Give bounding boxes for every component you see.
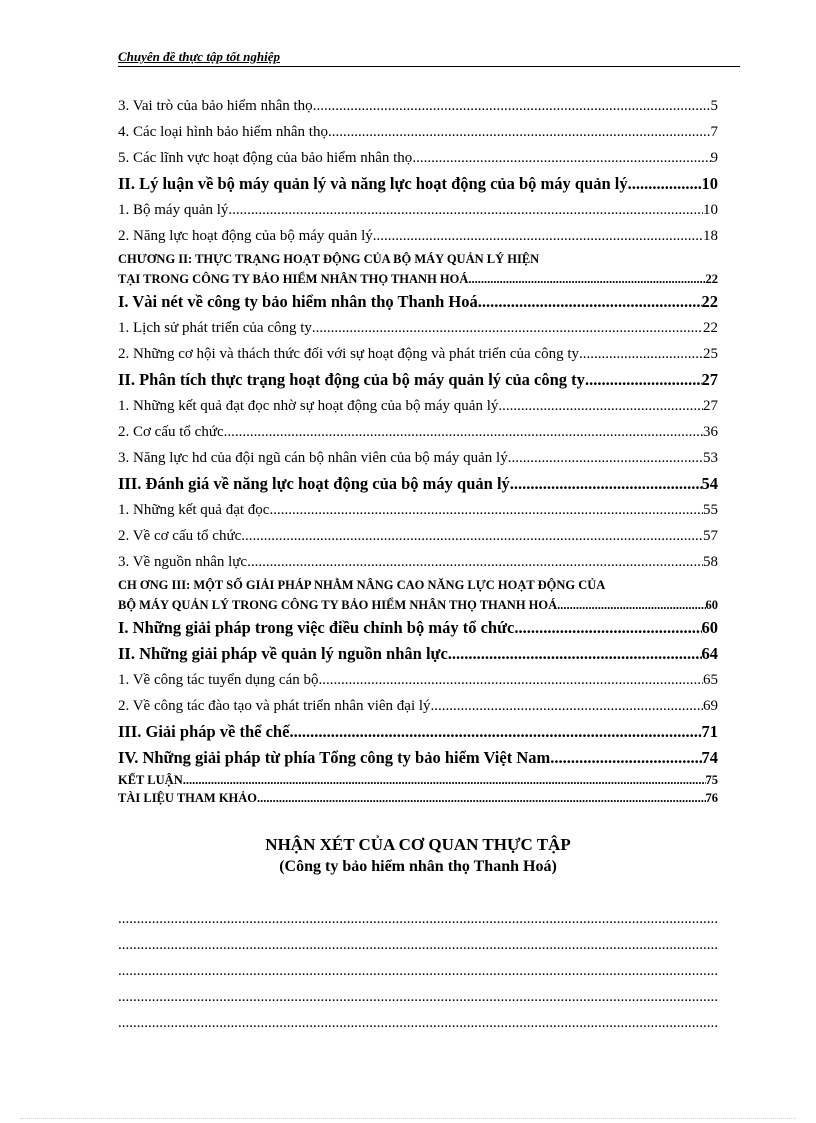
toc-dot-leader: [468, 269, 705, 289]
toc-entry-title: 1. Những kết quả đạt đọc: [118, 502, 270, 518]
toc-entry-title: III. Giải pháp về thể chế: [118, 722, 290, 741]
toc-page-number: 69: [703, 698, 718, 714]
toc-page-number: 60: [701, 618, 718, 637]
toc-dot-leader: [328, 119, 711, 145]
toc-entry[interactable]: [118, 497, 718, 523]
table-of-contents: [118, 93, 718, 807]
page-header: [118, 48, 740, 67]
toc-dot-leader: [585, 367, 702, 393]
toc-dot-leader: [514, 615, 701, 641]
toc-entry[interactable]: [118, 445, 718, 471]
toc-entry-title: II. Phân tích thực trạng hoạt động của bộ máy quản lý của công ty: [118, 370, 585, 389]
toc-dot-leader: [478, 289, 702, 315]
toc-page-number: 25: [703, 346, 718, 362]
toc-entry[interactable]: [118, 223, 718, 249]
header-title: Chuyên đề thực tập tốt nghiệp: [118, 49, 280, 64]
toc-entry[interactable]: [118, 171, 718, 197]
toc-page-number: 10: [703, 202, 718, 218]
toc-page-number: 27: [703, 398, 718, 414]
toc-entry-title: 2. Những cơ hội và thách thức đối với sự hoạt động và phát triển của công ty: [118, 346, 579, 362]
toc-entry[interactable]: [118, 523, 718, 549]
toc-entry-title: 2. Về công tác đào tạo và phát triển nhân viên đại lý: [118, 698, 431, 714]
toc-entry[interactable]: [118, 789, 718, 807]
toc-entry-title: 1. Những kết quả đạt đọc nhờ sự hoạt động của bộ máy quản lý: [118, 398, 499, 414]
toc-page-number: 22: [705, 272, 718, 286]
comment-line: [118, 906, 718, 932]
toc-entry-title: 4. Các loại hình bảo hiểm nhân thọ: [118, 124, 328, 140]
comment-line: [118, 958, 718, 984]
toc-page-number: 58: [703, 554, 718, 570]
page-bottom-rule: [20, 1118, 796, 1119]
toc-page-number: 22: [701, 292, 718, 311]
toc-entry[interactable]: [118, 93, 718, 119]
toc-entry-title: 3. Năng lực hd của đội ngũ cán bộ nhân viên của bộ máy quản lý: [118, 450, 508, 466]
toc-entry[interactable]: [118, 119, 718, 145]
toc-entry[interactable]: [118, 615, 718, 641]
toc-entry-title: II. Những giải pháp về quản lý nguồn nhân lực: [118, 644, 448, 663]
toc-dot-leader: [289, 719, 701, 745]
toc-entry[interactable]: [118, 315, 718, 341]
review-comment-lines: [118, 906, 718, 1036]
toc-entry-title: KẾT LUẬN: [118, 773, 183, 787]
toc-page-number: 74: [701, 748, 718, 767]
toc-page-number: 27: [701, 370, 718, 389]
toc-entry[interactable]: [118, 595, 718, 615]
toc-page-number: 53: [703, 450, 718, 466]
toc-entry-title: 1. Bộ máy quản lý: [118, 202, 229, 218]
toc-entry[interactable]: [118, 549, 718, 575]
toc-entry-title: I. Những giải pháp trong việc điều chỉnh bộ máy tổ chức: [118, 618, 515, 637]
toc-page-number: 18: [703, 228, 718, 244]
toc-dot-leader: [228, 197, 703, 223]
toc-entry[interactable]: [118, 771, 718, 789]
toc-page-number: 54: [701, 474, 718, 493]
toc-page-number: 22: [703, 320, 718, 336]
toc-entry[interactable]: [118, 719, 718, 745]
toc-dot-leader: [508, 445, 703, 471]
toc-entry-title: TẠI TRONG CÔNG TY BẢO HIỂM NHÂN THỌ THANH HOÁ: [118, 272, 469, 286]
toc-entry-title: I. Vài nét về công ty bảo hiểm nhân thọ Thanh Hoá: [118, 292, 478, 311]
toc-dot-leader: [224, 419, 703, 445]
toc-page-number: 64: [701, 644, 718, 663]
toc-entry-title: 2. Về cơ cấu tổ chức: [118, 528, 242, 544]
comment-line: [118, 984, 718, 1010]
review-section: [118, 834, 718, 878]
toc-entry[interactable]: [118, 269, 718, 289]
toc-dot-leader: [313, 93, 711, 119]
toc-page-number: 71: [701, 722, 718, 741]
toc-entry-title: 1. Lịch sử phát triển của công ty: [118, 320, 312, 336]
toc-entry[interactable]: [118, 693, 718, 719]
toc-entry[interactable]: [118, 393, 718, 419]
toc-page-number: 75: [705, 773, 718, 787]
toc-page-number: 60: [705, 598, 718, 612]
toc-page-number: 55: [703, 502, 718, 518]
toc-entry[interactable]: [118, 471, 718, 497]
toc-entry[interactable]: [118, 341, 718, 367]
toc-page-number: 9: [710, 150, 718, 166]
toc-page-number: 36: [703, 424, 718, 440]
toc-dot-leader: [498, 393, 703, 419]
toc-page-number: 5: [710, 98, 718, 114]
toc-dot-leader: [579, 341, 703, 367]
toc-dot-leader: [373, 223, 703, 249]
toc-entry-title: 3. Vai trò của bảo hiểm nhân thọ: [118, 98, 313, 114]
comment-line: [118, 1010, 718, 1036]
toc-page-number: 7: [710, 124, 718, 140]
toc-dot-leader: [241, 523, 703, 549]
toc-entry-title: 2. Cơ cấu tổ chức: [118, 424, 224, 440]
toc-dot-leader: [550, 745, 701, 771]
toc-entry[interactable]: [118, 419, 718, 445]
toc-entry-title: IV. Những giải pháp từ phía Tổng công ty bảo hiểm Việt Nam: [118, 748, 551, 767]
review-subtitle: (Công ty bảo hiểm nhân thọ Thanh Hoá): [279, 858, 557, 875]
toc-dot-leader: [319, 667, 703, 693]
toc-entry[interactable]: [118, 367, 718, 393]
toc-entry-title: 3. Về nguồn nhân lực: [118, 554, 248, 570]
comment-line: [118, 932, 718, 958]
toc-dot-leader: [257, 789, 705, 807]
toc-page-number: 65: [703, 672, 718, 688]
toc-entry-title: II. Lý luận về bộ máy quản lý và năng lực hoạt động của bộ máy quản lý: [118, 174, 628, 193]
toc-page-number: 10: [701, 174, 718, 193]
toc-entry[interactable]: [118, 667, 718, 693]
toc-entry[interactable]: [118, 745, 718, 771]
toc-dot-leader: [412, 145, 710, 171]
toc-chapter-heading: CH ƠNG III: MỘT SỐ GIẢI PHÁP NHẰM NÂNG CAO NĂNG LỰC HOẠT ĐỘNG CỦA: [118, 578, 606, 592]
toc-entry[interactable]: [118, 289, 718, 315]
toc-dot-leader: [247, 549, 703, 575]
toc-dot-leader: [510, 471, 702, 497]
toc-dot-leader: [448, 641, 702, 667]
toc-entry-title: 1. Về công tác tuyển dụng cán bộ: [118, 672, 319, 688]
toc-entry-title: 5. Các lĩnh vực hoạt động của bảo hiểm nhân thọ: [118, 150, 413, 166]
toc-entry[interactable]: [118, 145, 718, 171]
toc-entry[interactable]: [118, 641, 718, 667]
toc-entry-title: TÀI LIỆU THAM KHẢO: [118, 791, 258, 805]
review-title: NHẬN XÉT CỦA CƠ QUAN THỰC TẬP: [265, 835, 571, 854]
toc-page-number: 57: [703, 528, 718, 544]
toc-entry-title: III. Đánh giá về năng lực hoạt động của bộ máy quản lý: [118, 474, 510, 493]
toc-dot-leader: [557, 595, 705, 615]
toc-entry[interactable]: [118, 197, 718, 223]
toc-dot-leader: [431, 693, 703, 719]
toc-entry-title: BỘ MÁY QUẢN LÝ TRONG CÔNG TY BẢO HIỂM NHÂN THỌ THANH HOÁ: [118, 598, 558, 612]
toc-page-number: 76: [705, 791, 718, 805]
toc-dot-leader: [628, 171, 702, 197]
toc-entry-title: 2. Năng lực hoạt động của bộ máy quản lý: [118, 228, 373, 244]
toc-dot-leader: [269, 497, 703, 523]
toc-chapter-heading: CHƯƠNG II: THỰC TRẠNG HOẠT ĐỘNG CỦA BỘ MÁY QUẢN LÝ HIỆN: [118, 252, 540, 266]
toc-dot-leader: [312, 315, 703, 341]
toc-dot-leader: [183, 771, 706, 789]
